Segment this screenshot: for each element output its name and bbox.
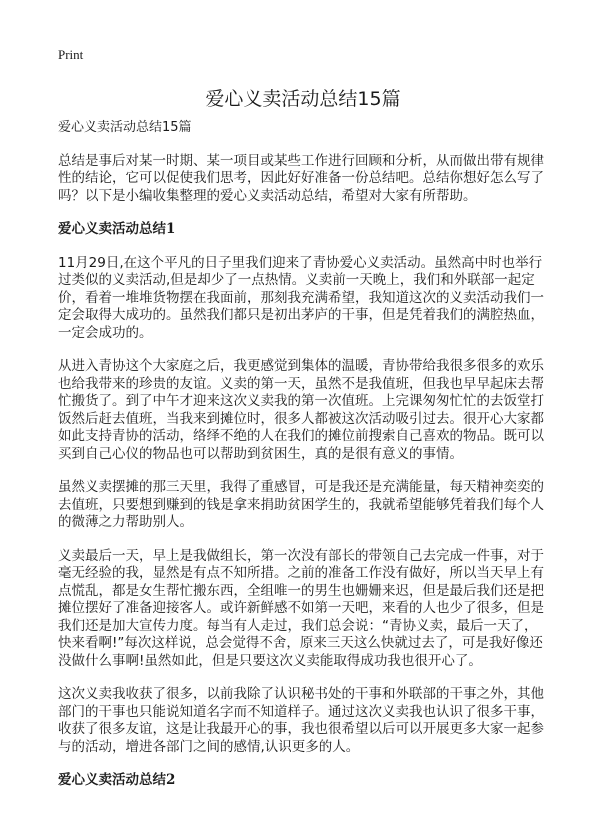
paragraph-line: 吗？以下是小编收集整理的爱心义卖活动总结，希望对大家有所帮助。 <box>58 187 477 204</box>
paragraph-line: 买到自己心仪的物品也可以帮助到贫困生，真的是很有意义的事情。 <box>58 445 463 462</box>
paragraph-line: 从进入青协这个大家庭之后，我更感觉到集体的温暖，青协带给我很多很多的欢乐 <box>58 358 544 374</box>
document-subtitle: 爱心义卖活动总结15篇 <box>58 120 192 135</box>
paragraph-line: 没做什么事啊!虽然如此，但是只要这次义卖能取得成功我也很开心了。 <box>58 652 482 669</box>
paragraph-line: 快来看啊!”每次这样说，总会觉得不舍，原来三天这么快就过去了，可是我好像还 <box>58 635 543 651</box>
paragraph <box>58 358 558 463</box>
paragraph-line: 饭然后赶去值班，当我来到摊位时，很多人都被这次活动吸引过去。很开心大家都 <box>58 410 544 427</box>
paragraph-line: 虽然义卖摆摊的那三天里，我得了重感冒，可是我还是充满能量，每天精神奕奕的 <box>58 479 544 495</box>
paragraph-line: 义卖最后一天，早上是我做组长，第一次没有部长的带领自己去完成一件事，对于 <box>58 547 544 564</box>
paragraph-line: 性的结论，它可以促使我们思考，因此好好准备一份总结吧。总结你想好怎么写了 <box>58 170 544 186</box>
paragraph-line: 收获了很多友谊，这是让我最开心的事，我也很希望以后可以开展更多大家一起参 <box>58 721 544 737</box>
paragraph-line: 价，看着一堆堆货物摆在我面前，那刻我充满希望，我知道这次的义卖活动我们一 <box>58 289 544 306</box>
paragraph-line: 去值班，只要想到赚到的钱是拿来捐助贫困学生的，我就希望能够凭着我们每个人 <box>58 496 544 513</box>
paragraph-line: 定会取得大成功的。虽然我们都只是初出茅庐的干事，但是凭着我们的满腔热血， <box>58 307 544 323</box>
paragraph-line: 摊位摆好了准备迎接客人。或许新鲜感不如第一天吧，来看的人也少了很多，但是 <box>58 600 544 616</box>
section-heading: 爱心义卖活动总结2 <box>58 772 176 788</box>
paragraph-line: 部门的干事也只能说知道名字而不知道样子。通过这次义卖我也认识了很多干事， <box>58 703 544 720</box>
paragraph <box>58 153 558 206</box>
document-title: 爱心义卖活动总结15篇 <box>205 88 401 110</box>
section-heading: 爱心义卖活动总结1 <box>58 221 176 237</box>
paragraph-line: 如此支持青协的活动，络绎不绝的人在我们的摊位前搜索自己喜欢的物品。既可以 <box>58 428 544 444</box>
paragraph-line: 点慌乱，都是女生帮忙搬东西，全组唯一的男生也姗姗来迟，但是最后我们还是把 <box>58 582 544 599</box>
paragraph-line: 这次义卖我收获了很多，以前我除了认识秘书处的干事和外联部的干事之外，其他 <box>58 686 544 702</box>
paragraph <box>58 479 558 532</box>
paragraph-line: 也给我带来的珍贵的友谊。义卖的第一天，虽然不是我值班，但我也早早起床去帮 <box>58 375 544 392</box>
paragraph-line: 的微薄之力帮助别人。 <box>58 514 193 530</box>
paragraph-line: 忙搬货了。到了中午才迎来这次义卖我的第一次值班。上完课匆匆忙忙的去饭堂打 <box>58 393 544 409</box>
paragraph-line: 与的活动，增进各部门之间的感情,认识更多的人。 <box>58 738 360 755</box>
document-body <box>58 119 558 806</box>
paragraph-line: 11月29日,在这个平凡的日子里我们迎来了青协爱心义卖活动。虽然高中时也举行 <box>58 254 543 271</box>
paragraph <box>58 686 558 756</box>
paragraph <box>58 548 558 671</box>
paragraph <box>58 255 558 343</box>
print-link[interactable]: Print <box>58 47 84 62</box>
paragraph-line: 毫无经验的我，显然是有点不知所措。之前的准备工作没有做好，所以当天早上有 <box>58 565 544 581</box>
paragraph-line: 一定会成功的。 <box>58 324 153 341</box>
paragraph-line: 总结是事后对某一时期、某一项目或某些工作进行回顾和分析，从而做出带有规律 <box>58 152 544 169</box>
paragraph-line: 我们还是加大宣传力度。每当有人走过，我们总会说：“青协义卖，最后一天了， <box>58 617 538 634</box>
paragraph-line: 过类似的义卖活动,但是却少了一点热情。义卖前一天晚上，我们和外联部一起定 <box>58 272 535 288</box>
